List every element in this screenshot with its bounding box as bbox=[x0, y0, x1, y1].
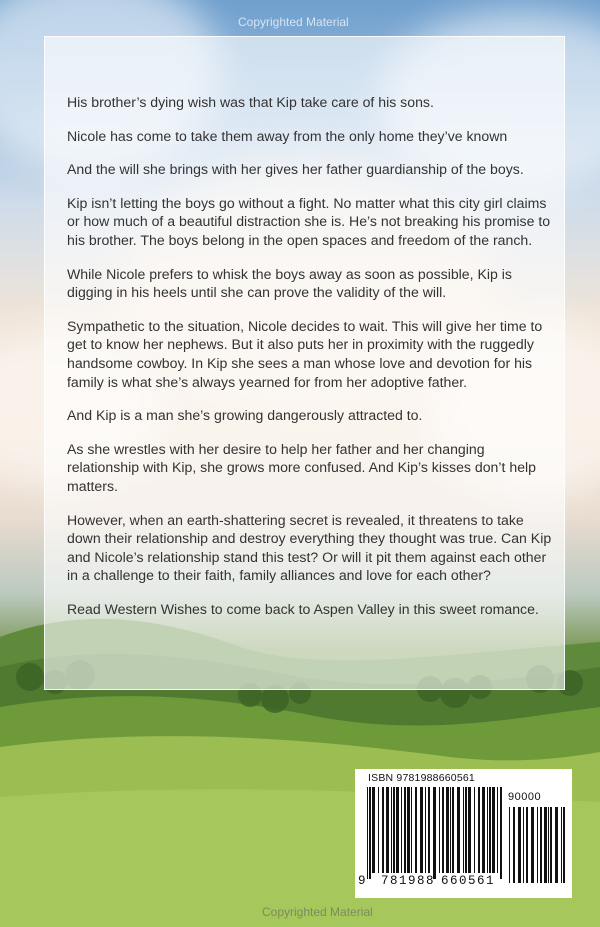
price-code: 90000 bbox=[508, 791, 542, 803]
barcode-bar bbox=[555, 807, 558, 883]
barcode-bar bbox=[378, 787, 379, 873]
blurb-paragraph: And the will she brings with her gives her father guardianship of the boys. bbox=[67, 161, 524, 178]
barcode-bar bbox=[497, 787, 498, 873]
blurb-paragraph: Sympathetic to the situation, Nicole decides to wait. This will give her time to get to know her nephews. But it also puts her in proximity with the ruggedly handsome cowboy. In Kip she sees a man whose love and devotion for his family is what she’s always yearned for from her adoptive father. bbox=[67, 317, 543, 390]
blurb-paragraph: Read Western Wishes to come back to Aspen Valley in this sweet romance. bbox=[67, 600, 539, 617]
barcode-bar bbox=[386, 787, 389, 873]
barcode-bar bbox=[425, 787, 426, 873]
barcode-bar bbox=[465, 787, 467, 873]
barcode-bar bbox=[452, 787, 454, 873]
barcode-digit-lead: 9 bbox=[358, 874, 366, 888]
isbn-barcode bbox=[355, 769, 572, 898]
barcode-bar bbox=[391, 787, 392, 873]
barcode-digits-left: 781988 bbox=[381, 874, 436, 888]
barcode-bar bbox=[509, 807, 510, 883]
barcode-bar bbox=[446, 787, 449, 873]
barcode-bar bbox=[544, 807, 547, 883]
barcode-bar bbox=[439, 787, 440, 873]
barcode-bar bbox=[513, 807, 515, 883]
blurb-paragraph: However, when an earth-shattering secret is revealed, it threatens to take down their relationship and destroy everything they thought was true. Can Kip and Nicole’s relationship stand this test? Or will it pit them against each other in a challenge to their faith, family alliances and love for each other? bbox=[67, 511, 552, 584]
barcode-bar bbox=[468, 787, 471, 873]
barcode-bar bbox=[548, 807, 549, 883]
barcode-bar bbox=[518, 807, 521, 883]
barcode-bar bbox=[489, 787, 491, 873]
blurb-paragraph: And Kip is a man she’s growing dangerously attracted to. bbox=[67, 407, 423, 424]
isbn-label: ISBN 9781988660561 bbox=[368, 772, 475, 784]
blurb-paragraph: Kip isn’t letting the boys go without a fight. No matter what this city girl claims or how much of a beautiful distraction she is. He’s not breaking his promise to his brother. The boys belong in the open spaces and freedom of the ranch. bbox=[67, 194, 551, 248]
barcode-bar bbox=[523, 807, 524, 883]
blurb-paragraph: As she wrestles with her desire to help her father and her changing relationship with Kip, she grows more confused. And Kip’s kisses don’t help matters. bbox=[67, 440, 537, 494]
barcode-bar bbox=[492, 787, 495, 873]
barcode-bar bbox=[393, 787, 395, 873]
barcode-bar bbox=[526, 807, 528, 883]
barcode-bar bbox=[487, 787, 488, 873]
barcode-bar bbox=[563, 807, 565, 883]
barcode-bar bbox=[540, 807, 542, 883]
barcode-bar bbox=[411, 787, 412, 873]
barcode-bar bbox=[407, 787, 410, 873]
barcode-bar bbox=[396, 787, 399, 873]
barcode-bar bbox=[463, 787, 464, 873]
barcode-bar bbox=[482, 787, 485, 873]
barcode-bar bbox=[382, 787, 384, 873]
barcode-bar bbox=[442, 787, 444, 873]
barcode-bar bbox=[457, 787, 460, 873]
watermark-text-bottom: Copyrighted Material bbox=[262, 905, 373, 919]
barcode-bar bbox=[372, 787, 375, 873]
barcode-bar bbox=[401, 787, 402, 873]
blurb-text bbox=[67, 93, 553, 633]
barcode-bar bbox=[450, 787, 451, 873]
barcode-bar bbox=[415, 787, 417, 873]
barcode-bar bbox=[474, 787, 475, 873]
barcode-bar bbox=[537, 807, 538, 883]
watermark-text: Copyrighted Material bbox=[238, 15, 349, 29]
barcode-bar bbox=[404, 787, 406, 873]
barcode-bar bbox=[428, 787, 430, 873]
barcode-bar bbox=[433, 787, 436, 879]
barcode-bar bbox=[420, 787, 423, 873]
blurb-paragraph: While Nicole prefers to whisk the boys away as soon as possible, Kip is digging in his heels until she can prove the validity of the will. bbox=[67, 265, 512, 301]
blurb-paragraph: Nicole has come to take them away from the only home they’ve known bbox=[67, 127, 508, 144]
barcode-bar bbox=[367, 787, 368, 879]
barcode-bar bbox=[561, 807, 562, 883]
barcode-bar bbox=[531, 807, 534, 883]
blurb-paragraph: His brother’s dying wish was that Kip take care of his sons. bbox=[67, 94, 434, 110]
barcode-bar bbox=[500, 787, 502, 879]
barcode-bar bbox=[478, 787, 480, 873]
barcode-digits-right: 660561 bbox=[441, 874, 496, 888]
barcode-bar bbox=[369, 787, 371, 879]
barcode-bar bbox=[550, 807, 552, 883]
